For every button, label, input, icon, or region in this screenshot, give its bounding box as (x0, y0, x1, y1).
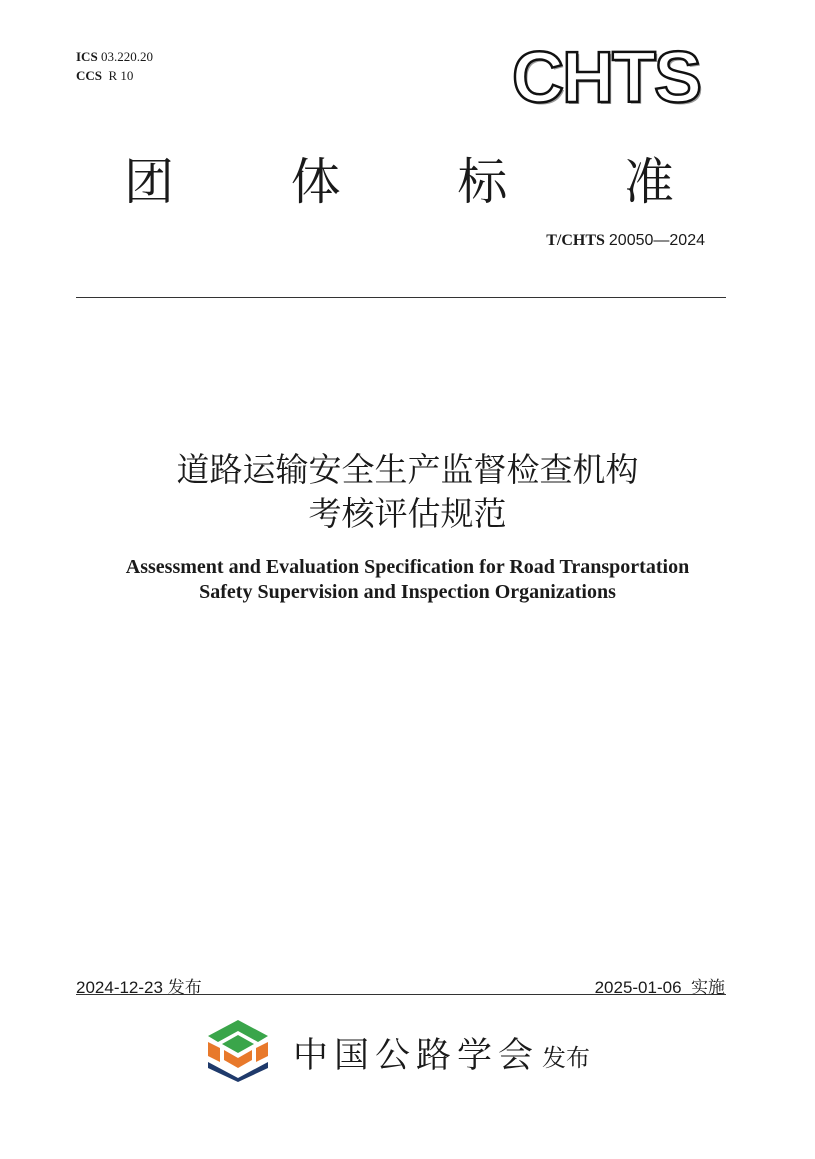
doc-type-char: 团 (124, 153, 174, 211)
publisher-action: 发布 (542, 1044, 590, 1072)
standard-number: T/CHTS 20050—2024 (546, 232, 705, 249)
doc-type-char: 体 (290, 153, 341, 211)
bottom-divider (76, 994, 726, 995)
doc-type-char: 准 (623, 153, 674, 211)
ics-code: ICS 03.220.20 (76, 49, 153, 64)
top-divider (76, 297, 726, 298)
implement-date: 2025-01-06 实施 (594, 978, 725, 997)
publish-date: 2024-12-23 发布 (76, 978, 202, 997)
publisher-name: 中国公路学会 (293, 1036, 540, 1076)
title-english: Assessment and Evaluation Specification for Road Transportation Safety Supervision and Inspection Organizations (125, 556, 690, 603)
title-chinese: 道路运输安全生产监督检查机构 考核评估规范 (176, 450, 639, 533)
ccs-code: CCS R 10 (76, 68, 134, 83)
publisher-logo-icon (206, 1018, 270, 1082)
classification-codes (76, 47, 153, 85)
document-type (76, 150, 726, 214)
doc-type-char: 标 (457, 153, 508, 211)
chts-logo: CHTS (512, 38, 700, 118)
